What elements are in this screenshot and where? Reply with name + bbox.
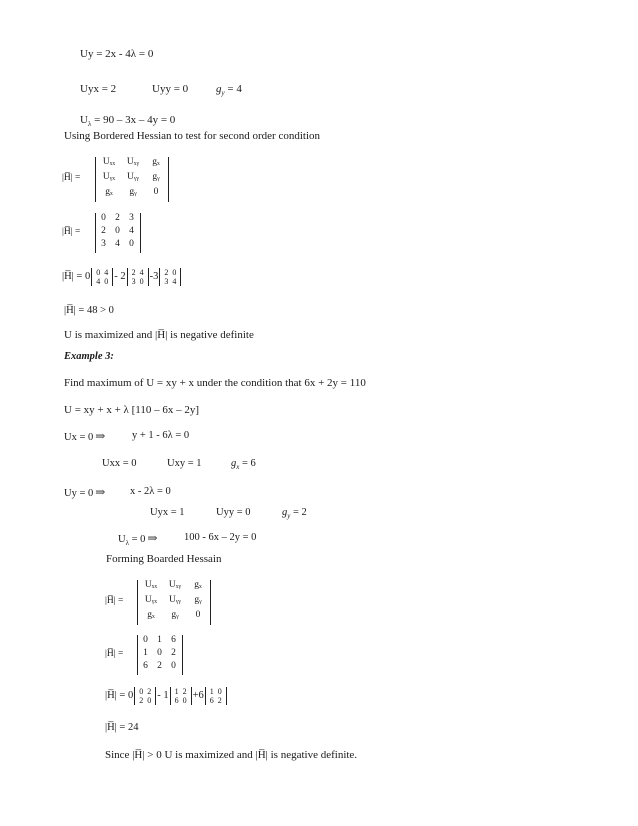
minor-2 (127, 268, 149, 286)
cell: 4 (129, 226, 134, 236)
det-matrix (95, 213, 141, 253)
uyy-value: Uyy = 0 (152, 83, 189, 95)
minor-cell: 0 (217, 686, 222, 696)
uxx-value: Uxx = 0 (102, 458, 137, 469)
cell: 1 (143, 648, 148, 658)
uy-row (64, 485, 107, 501)
minor-cell: 2 (164, 267, 169, 277)
operator: - 2 (114, 271, 126, 282)
minor-cell: 4 (172, 276, 177, 286)
expansion-label: |H̅| = 0 (105, 690, 134, 701)
ux-row (64, 429, 107, 445)
u-lambda-symbol: U (118, 534, 126, 545)
conclusion-2: Since |H̅| > 0 U is maximized and |H̅| is negative definite. (105, 749, 358, 761)
minor-cell: 2 (147, 686, 152, 696)
minor-cell: 3 (131, 276, 136, 286)
operator: -3 (149, 271, 159, 282)
gy-number: = 4 (224, 83, 242, 95)
bordered-hessian-numeric-1 (62, 213, 172, 255)
result-1: |H̅| = 48 > 0 (64, 305, 114, 316)
minor-cell: 2 (217, 695, 222, 705)
operator: +6 (192, 690, 204, 701)
minor-cell: 3 (164, 276, 169, 286)
cell: 0 (153, 187, 159, 197)
minor-cell: 1 (209, 686, 214, 696)
cell: Uₓₓ (144, 580, 158, 590)
cell: gₓ (105, 187, 113, 197)
uy-label: Uy = 0 (64, 488, 94, 499)
cell: gᵧ (152, 172, 160, 182)
example-title: Example 3: (64, 351, 114, 362)
cell: 0 (101, 213, 106, 223)
det-matrix (95, 157, 169, 202)
bordered-hessian-intro: Using Bordered Hessian to test for second order condition (64, 130, 320, 142)
gy-number: = 2 (290, 507, 307, 518)
uyx-value: Uyx = 1 (150, 507, 185, 518)
cell: Uᵧₓ (102, 172, 116, 182)
minor-cell: 0 (182, 695, 187, 705)
cell: 2 (101, 226, 106, 236)
cell: 2 (171, 648, 176, 658)
uyx-value: Uyx = 2 (80, 83, 117, 95)
cell: gᵧ (171, 610, 179, 620)
cell: gᵧ (194, 595, 202, 605)
cell: gᵧ (129, 187, 137, 197)
cell: gₓ (194, 580, 202, 590)
cell: 1 (157, 635, 162, 645)
u-lambda-value: = 90 – 3x – 4y = 0 (91, 114, 176, 126)
cell: 0 (171, 661, 176, 671)
det-label: |H̅| = (105, 649, 124, 659)
cell: gₓ (152, 157, 160, 167)
cell: 4 (115, 239, 120, 249)
result-2: |H̅| = 24 (105, 722, 139, 733)
minor-cell: 0 (139, 686, 144, 696)
gx-subscript: x (236, 463, 240, 471)
u-lambda-subscript: λ (87, 120, 92, 128)
bordered-hessian-symbolic-2 (105, 580, 225, 628)
minor-3 (205, 687, 227, 705)
det-matrix (137, 580, 211, 625)
gy-symbol: g (282, 507, 288, 518)
minor-cell: 6 (209, 695, 214, 705)
u-lambda-row (118, 531, 159, 550)
minor-cell: 4 (139, 267, 144, 277)
uy-result: x - 2λ = 0 (130, 486, 171, 497)
gy-subscript: y (287, 512, 291, 520)
cell: 0 (143, 635, 148, 645)
u-lambda-eq: = 0 (129, 534, 146, 545)
forming-heading: Forming Boarded Hessain (106, 553, 222, 565)
cell: 2 (157, 661, 162, 671)
ux-result: y + 1 - 6λ = 0 (132, 430, 190, 441)
cofactor-expansion-1 (62, 265, 182, 289)
cell: Uᵧᵧ (127, 172, 139, 182)
det-label: |H̅| = (62, 227, 81, 237)
minor-cell: 0 (96, 267, 101, 277)
cell: 2 (115, 213, 120, 223)
u-lambda-symbol: U (80, 114, 88, 126)
expansion-label: |H̅| = 0 (62, 271, 91, 282)
gx-symbol: g (231, 458, 237, 469)
minor-1 (134, 687, 156, 705)
minor-1 (91, 268, 113, 286)
cell: 6 (143, 661, 148, 671)
gy-subscript: y (221, 89, 225, 97)
det-label: |H̅| = (105, 596, 124, 606)
uy-equation: Uy = 2x - 4λ = 0 (80, 48, 154, 60)
implies-arrow-icon: ⇒ (95, 485, 106, 499)
operator: - 1 (157, 690, 169, 701)
gy-symbol: g (216, 83, 222, 95)
minor-cell: 0 (147, 695, 152, 705)
bordered-hessian-symbolic-1 (62, 157, 182, 205)
conclusion-1: U is maximized and |H̅| is negative definite (64, 329, 254, 341)
cell: 3 (101, 239, 106, 249)
cell: 0 (129, 239, 134, 249)
cell: 6 (171, 635, 176, 645)
gy-value (282, 506, 307, 523)
minor-3 (159, 268, 181, 286)
u-lambda-result: 100 - 6x – 2y = 0 (184, 532, 257, 543)
det-label: |H̅| = (62, 173, 81, 183)
minor-2 (170, 687, 192, 705)
gx-number: = 6 (239, 458, 256, 469)
implies-arrow-icon: ⇒ (95, 429, 106, 443)
minor-cell: 0 (139, 276, 144, 286)
u-lambda-subscript: λ (125, 539, 129, 547)
minor-cell: 0 (104, 276, 109, 286)
minor-cell: 4 (96, 276, 101, 286)
minor-cell: 0 (172, 267, 177, 277)
cell: 0 (157, 648, 162, 658)
uyy-value: Uyy = 0 (216, 507, 251, 518)
cell: 0 (115, 226, 120, 236)
cell: gₓ (147, 610, 155, 620)
lagrangian: U = xy + x + λ [110 – 6x – 2y] (64, 404, 200, 416)
problem-statement: Find maximum of U = xy + x under the condition that 6x + 2y = 110 (64, 377, 366, 389)
minor-cell: 1 (174, 686, 179, 696)
minor-cell: 2 (131, 267, 136, 277)
minor-cell: 4 (104, 267, 109, 277)
cell: 0 (195, 610, 201, 620)
implies-arrow-icon: ⇒ (147, 531, 158, 545)
det-matrix (137, 635, 183, 675)
cell: 3 (129, 213, 134, 223)
minor-cell: 6 (174, 695, 179, 705)
cell: Uᵧₓ (144, 595, 158, 605)
cofactor-expansion-2 (105, 684, 228, 708)
cell: Uₓₓ (102, 157, 116, 167)
gx-value (231, 457, 256, 474)
cell: Uₓᵧ (168, 580, 182, 590)
bordered-hessian-numeric-2 (105, 635, 215, 677)
ux-label: Ux = 0 (64, 432, 94, 443)
cell: Uₓᵧ (126, 157, 140, 167)
gy-value (216, 82, 242, 100)
minor-cell: 2 (139, 695, 144, 705)
cell: Uᵧᵧ (169, 595, 181, 605)
minor-cell: 2 (182, 686, 187, 696)
uxy-value: Uxy = 1 (167, 458, 202, 469)
